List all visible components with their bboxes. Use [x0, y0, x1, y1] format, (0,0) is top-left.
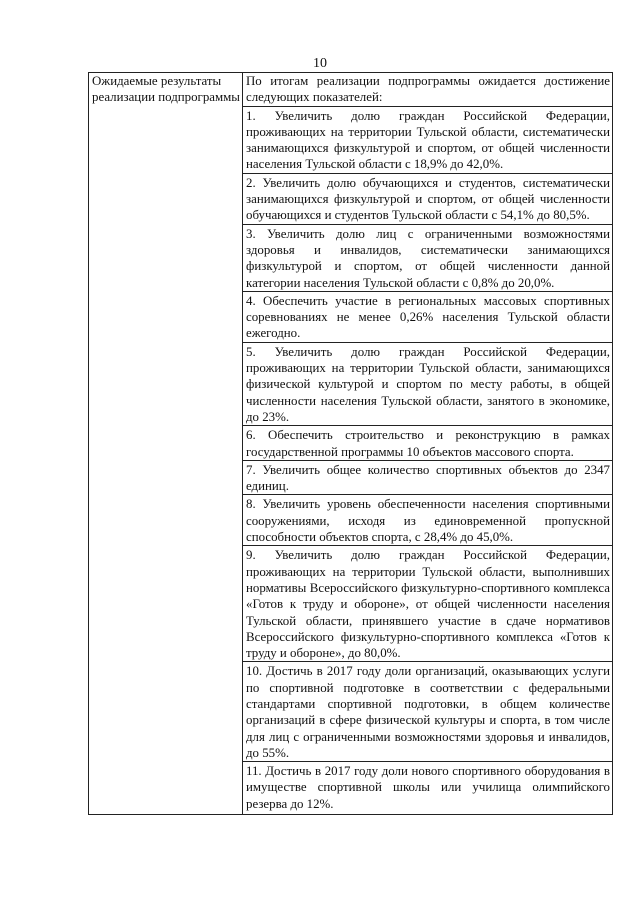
- result-item-10: 10. Достичь в 2017 году доли организаций, оказывающих услуги по спортивной подготовке в соответствии с федеральными стандартами спортивной подготовки, в общем количестве организаций в сфере физической культуры и спорта, в том числе для лиц с ограниченными возможностями здоровья и инвалидов, до 55%.: [243, 661, 612, 761]
- row-label: Ожидаемые результаты реализации подпрограммы: [89, 73, 243, 815]
- results-table: [88, 72, 613, 815]
- page-number: 10: [313, 56, 327, 71]
- result-item-1: 1. Увеличить долю граждан Российской Федерации, проживающих на территории Тульской области, систематически занимающихся физкультурой и спортом, от общей численности населения Тульской области с 18,9% до 42,0%.: [243, 106, 612, 173]
- result-item-4: 4. Обеспечить участие в региональных массовых спортивных соревнованиях не менее 0,26% населения Тульской области ежегодно.: [243, 291, 612, 342]
- result-item-2: 2. Увеличить долю обучающихся и студентов, систематически занимающихся физкультурой и спортом, от общей численности обучающихся и студентов Тульской области с 54,1% до 80,5%.: [243, 173, 612, 224]
- result-item-7: 7. Увеличить общее количество спортивных объектов до 2347 единиц.: [243, 460, 612, 495]
- result-item-3: 3. Увеличить долю лиц с ограниченными возможностями здоровья и инвалидов, систематически занимающихся физкультурой и спортом, от общей численности данной категории населения Тульской области с 0,8% до 20,0%.: [243, 224, 612, 291]
- result-item-5: 5. Увеличить долю граждан Российской Федерации, проживающих на территории Тульской области, занимающихся физической культурой и спортом по месту работы, в общей численности населения Тульской области, занятого в экономике, до 23%.: [243, 342, 612, 425]
- table-row: [89, 73, 613, 815]
- intro-paragraph: По итогам реализации подпрограммы ожидается достижение следующих показателей:: [246, 74, 610, 105]
- result-item-11: 11. Достичь в 2017 году доли нового спортивного оборудования в имуществе спортивной школы или училища олимпийского резерва до 12%.: [243, 761, 612, 812]
- result-item-8: 8. Увеличить уровень обеспеченности населения спортивными сооружениями, исходя из единовременной пропускной способности объектов спорта, с 28,4% до 45,0%.: [243, 494, 612, 545]
- result-item-9: 9. Увеличить долю граждан Российской Федерации, проживающих на территории Тульской области, выполнивших нормативы Всероссийского физкультурно-спортивного комплекса «Готов к труду и обороне», от общей численности населения Тульской области, принявшего участие в сдаче нормативов Всероссийского физкультурно-спортивного комплекса «Готов к труду и обороне», до 80,0%.: [243, 545, 612, 661]
- row-content: [243, 73, 613, 815]
- result-item-6: 6. Обеспечить строительство и реконструкцию в рамках государственной программы 10 объектов массового спорта.: [243, 425, 612, 460]
